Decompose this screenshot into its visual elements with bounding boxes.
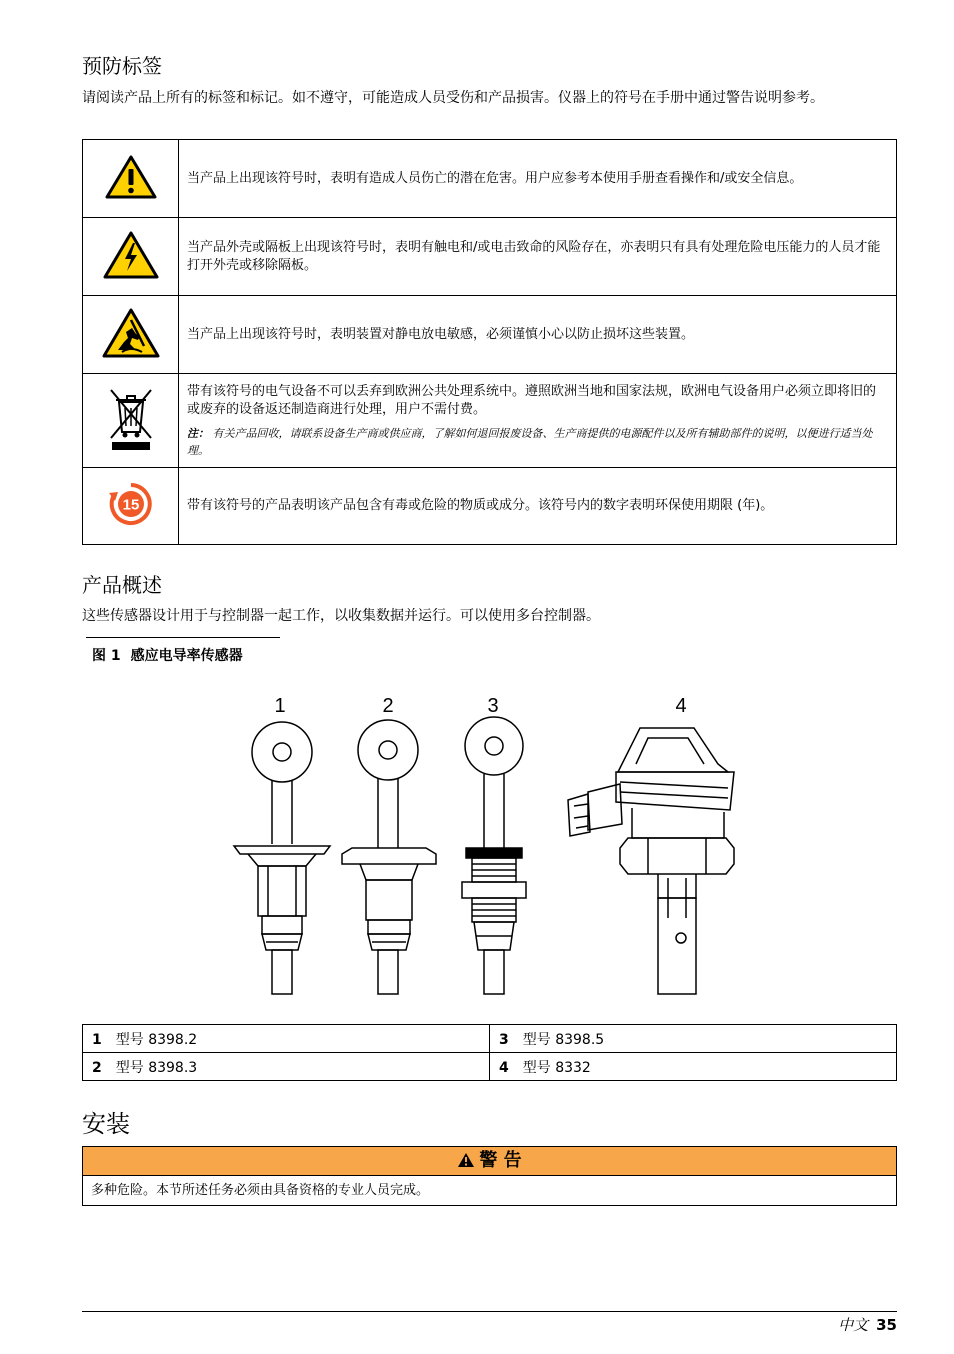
general-warning-icon (105, 155, 157, 199)
page-number: 35 (876, 1316, 897, 1334)
symbol-description: 当产品外壳或隔板上出现该符号时，表明有触电和/或电击致命的风险存在，亦表明只有具有处理危险电压能力的人员才能打开外壳或移除隔板。 (179, 218, 897, 296)
symbol-description: 当产品上出现该符号时，表明有造成人员伤亡的潜在危害。用户应参考本使用手册查看操作和/或安全信息。 (179, 140, 897, 218)
symbol-row (83, 374, 897, 468)
figure-title: 感应电导率传感器 (130, 648, 243, 664)
symbol-description: 当产品上出现该符号时，表明装置对静电放电敏感，必须谨慎小心以防止损坏这些装置。 (179, 296, 897, 374)
symbol-row (83, 468, 897, 545)
sensor-8332 (568, 728, 734, 994)
legend-item: 3 型号 8398.5 (490, 1025, 897, 1053)
page-footer (838, 1314, 897, 1335)
note-text: 有关产品回收，请联系设备生产商或供应商，了解如何退回报废设备、生产商提供的电源配件以及所有辅助部件的说明，以便进行适当处理。 (187, 426, 873, 457)
warning-header (83, 1147, 896, 1176)
figure-caption (92, 645, 243, 665)
overview-text: 这些传感器设计用于与控制器一起工作，以收集数据并运行。可以使用多台控制器。 (82, 608, 600, 624)
warning-triangle-icon (457, 1152, 475, 1168)
recycling-note (187, 425, 888, 459)
figure-legend (82, 1024, 897, 1081)
sensor-illustration (228, 688, 758, 1004)
figure-rule (86, 637, 280, 638)
warning-text: 多种危险。本节所述任务必须由具备资格的专业人员完成。 (91, 1183, 430, 1198)
warning-label: 警 告 (479, 1150, 522, 1171)
symbol-row (83, 140, 897, 218)
callout-4: 4 (675, 695, 687, 717)
symbol-description: 带有该符号的电气设备不可以丢弃到欧洲公共处理系统中。遵照欧洲当地和国家法规，欧洲电气设备用户必须立即将旧的或废弃的设备返还制造商进行处理，用户不需付费。 (187, 383, 877, 417)
note-label: 注： (187, 426, 209, 440)
callout-2: 2 (382, 695, 394, 717)
sensor-8398-3 (342, 720, 436, 994)
precaution-intro: 请阅读产品上所有的标签和标记。如不遵守，可能造成人员受伤和产品损害。仪器上的符号在手册中通过警告说明参考。 (82, 90, 824, 106)
legend-item: 1 型号 8398.2 (83, 1025, 490, 1053)
electrical-hazard-icon (103, 231, 159, 279)
sensor-8398-5 (462, 717, 526, 994)
legend-item: 2 型号 8398.3 (83, 1053, 490, 1081)
electrostatic-discharge-icon (102, 308, 160, 358)
efup-15-icon (108, 481, 154, 527)
footer-language: 中文 (838, 1316, 869, 1334)
section-title-precaution: 预防标签 (82, 54, 162, 78)
callout-3: 3 (487, 695, 499, 717)
section-title-overview: 产品概述 (82, 573, 162, 597)
sensor-8398-2 (234, 722, 330, 994)
efup-number: 15 (122, 496, 139, 514)
weee-crossed-bin-icon (107, 386, 155, 452)
symbol-row (83, 296, 897, 374)
symbol-table (82, 139, 897, 545)
callout-1: 1 (274, 695, 286, 717)
symbol-description: 带有该符号的产品表明该产品包含有毒或危险的物质或成分。该符号内的数字表明环保使用期限 (年)。 (179, 468, 897, 545)
symbol-row (83, 218, 897, 296)
warning-box (82, 1146, 897, 1206)
footer-rule (82, 1311, 897, 1312)
figure-label: 图 1 (92, 648, 121, 664)
section-title-install: 安装 (82, 1110, 130, 1138)
legend-item: 4 型号 8332 (490, 1053, 897, 1081)
